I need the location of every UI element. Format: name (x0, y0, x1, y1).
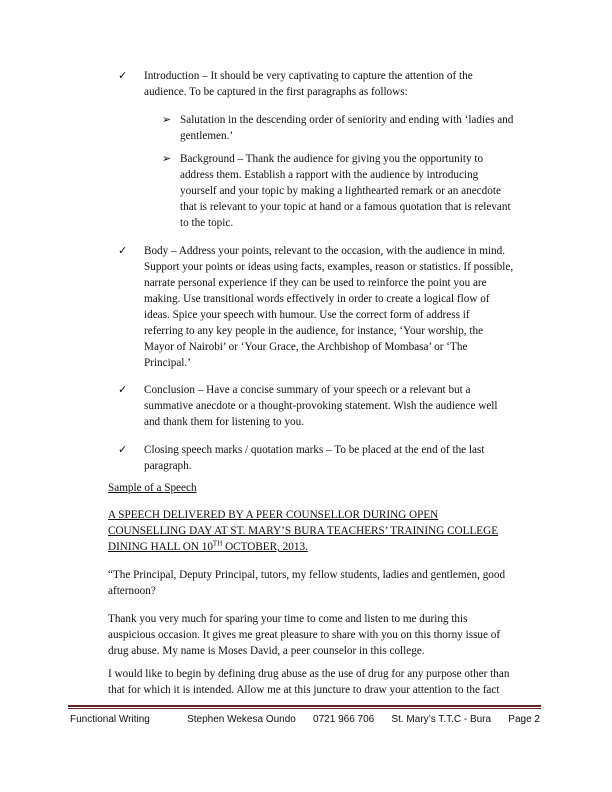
heading-line3: DINING HALL ON 10 (108, 541, 213, 553)
checkmark-icon: ✓ (118, 245, 128, 257)
speech-heading (108, 507, 498, 555)
text-line: Salutation in the descending order of seniority and ending with ‘ladies and (180, 114, 514, 126)
footer-page: Page 2 (508, 714, 540, 725)
text-line: narrate personal experience if they can be used to reinforce the point you are (144, 277, 487, 289)
arrow-bullet-icon: ➢ (162, 114, 172, 126)
text-line: I would like to begin by defining drug abuse as the use of drug for any purpose other than (108, 668, 510, 680)
checkmark-icon: ✓ (118, 70, 128, 82)
salutation-bullet (180, 112, 513, 144)
text-line: gentlemen.’ (180, 130, 234, 142)
footer-subject: Functional Writing (70, 714, 150, 725)
heading-line: COUNSELLING DAY AT ST. MARY’S BURA TEACHERS’ TRAINING COLLEGE (108, 525, 499, 537)
text-line: that for which it is intended. Allow me at this juncture to draw your attention to the fact (108, 684, 500, 696)
text-line: and thank them for listening to you. (144, 416, 305, 428)
text-line: audience. To be captured in the first paragraphs as follows: (144, 86, 408, 98)
heading-superscript: TH (212, 539, 223, 548)
text-line: making. Use transitional words effectively in order to create a logical flow of (144, 293, 490, 305)
checkmark-icon: ✓ (118, 444, 128, 456)
text-line: auspicious occasion. It gives me great pleasure to share with you on this thorny issue of (108, 629, 501, 641)
checkmark-icon: ✓ (118, 384, 128, 396)
text-line: “The Principal, Deputy Principal, tutors, my fellow students, ladies and gentlemen, good (108, 569, 506, 581)
speech-paragraph-1 (108, 567, 505, 599)
conclusion-bullet (144, 382, 498, 430)
footer-phone: 0721 966 706 (313, 714, 375, 725)
heading-line: A SPEECH DELIVERED BY A PEER COUNSELLOR DURING OPEN (108, 509, 439, 521)
text-line: Conclusion – Have a concise summary of your speech or a relevant but a (144, 384, 471, 396)
intro-bullet (144, 68, 473, 100)
text-line: Closing speech marks / quotation marks – To be placed at the end of the last (144, 444, 485, 456)
text-line: drug abuse. My name is Moses David, a peer counselor in this college. (108, 645, 425, 657)
text-line: paragraph. (144, 460, 192, 472)
text-line: ideas. Spice your speech with humour. Use the correct form of address if (144, 309, 470, 321)
text-line: Background – Thank the audience for giving you the opportunity to (180, 153, 484, 165)
speech-paragraph-3 (108, 666, 509, 698)
text-line: Thank you very much for sparing your time to come and listen to me during this (108, 613, 468, 625)
text-line: Body – Address your points, relevant to the occasion, with the audience in mind. (144, 245, 506, 257)
heading-line3-end: OCTOBER, 2013. (222, 541, 308, 553)
text-line: afternoon? (108, 585, 156, 597)
text-line: summative anecdote or a thought-provoking statement. Wish the audience well (144, 400, 498, 412)
footer-author: Stephen Wekesa Oundo (187, 714, 296, 725)
sample-title: Sample of a Speech (108, 482, 197, 494)
text-line: to the topic. (180, 217, 234, 229)
text-line: Support your points or ideas using facts, examples, reason or statistics. If possible, (144, 261, 514, 273)
text-line: that is relevant to your topic at hand or a famous quotation that is relevant (180, 201, 511, 213)
body-bullet (144, 243, 513, 371)
text-line: Principal.’ (144, 357, 191, 369)
text-line: yourself and your topic by making a lighthearted remark or an anecdote (180, 185, 501, 197)
footer-rule (68, 705, 541, 707)
footer-school: St. Mary’s T.T.C - Bura (391, 714, 492, 725)
text-line: address them. Establish a rapport with the audience by introducing (180, 169, 479, 181)
footer-rule-thin (68, 708, 541, 709)
text-line: Mayor of Nairobi’ or ‘Your Grace, the Archbishop of Mombasa’ or ‘The (144, 341, 468, 353)
page-footer (70, 714, 540, 725)
speech-paragraph-2 (108, 611, 500, 659)
text-line: Introduction – It should be very captivating to capture the attention of the (144, 70, 473, 82)
text-line: referring to any key people in the audience, for instance, ‘Your worship, the (144, 325, 484, 337)
closing-bullet (144, 442, 484, 474)
background-bullet (180, 151, 511, 231)
arrow-bullet-icon: ➢ (162, 153, 172, 165)
